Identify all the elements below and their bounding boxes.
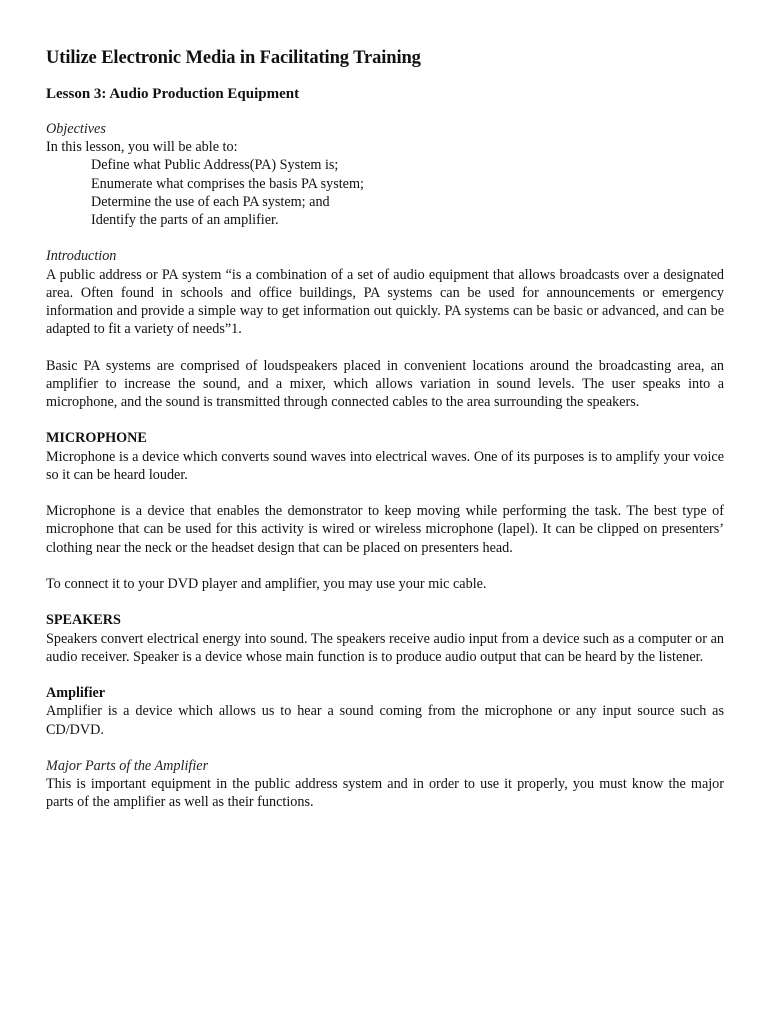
- introduction-heading: Introduction: [46, 248, 117, 265]
- objective-item: Identify the parts of an amplifier.: [91, 212, 279, 229]
- microphone-section: [46, 429, 724, 593]
- introduction-paragraph-2: Basic PA systems are comprised of loudspeakers placed in convenient locations around the broadcasting area, an amplifier to increase the sound, and a mixer, which allows variation in sound levels. The user speaks into a microphone, and the sound is transmitted through connected cables to the area surrounding the speakers.: [46, 357, 724, 411]
- document-title: Utilize Electronic Media in Facilitating Training: [46, 48, 421, 68]
- objectives-heading: Objectives: [46, 121, 106, 137]
- amplifier-heading: Amplifier: [46, 685, 106, 702]
- lesson-heading: Lesson 3: Audio Production Equipment: [46, 86, 300, 102]
- objectives-section: [46, 120, 724, 229]
- microphone-paragraph-3: To connect it to your DVD player and amplifier, you may use your mic cable.: [46, 576, 487, 592]
- amplifier-section: [46, 684, 724, 739]
- objectives-intro: In this lesson, you will be able to:: [46, 139, 238, 156]
- amplifier-paragraph: Amplifier is a device which allows us to hear a sound coming from the microphone or any input source such as CD/DVD.: [46, 703, 724, 738]
- objectives-list: [46, 156, 724, 229]
- objective-item: Determine the use of each PA system; and: [91, 193, 330, 210]
- microphone-heading: MICROPHONE: [46, 430, 147, 447]
- speakers-heading: SPEAKERS: [46, 612, 121, 629]
- introduction-section: [46, 247, 724, 411]
- major-parts-heading: Major Parts of the Amplifier: [46, 757, 209, 774]
- objective-item: Define what Public Address(PA) System is;: [91, 157, 339, 174]
- major-parts-section: [46, 757, 724, 812]
- microphone-paragraph-1: Microphone is a device which converts sound waves into electrical waves. One of its purposes is to amplify your voice so it can be heard louder.: [46, 448, 724, 483]
- introduction-paragraph-1: A public address or PA system “is a combination of a set of audio equipment that allows broadcasts over a designated area. Often found in schools and office buildings, PA systems can be used for announcements or emergency information and provide a simple way to get information out quickly. PA systems can be basic or advanced, and can be adapted to fit a variety of needs”1.: [46, 266, 724, 338]
- document-page: [46, 44, 724, 812]
- major-parts-paragraph: This is important equipment in the public address system and in order to use it properly, you must know the major parts of the amplifier as well as their functions.: [46, 776, 724, 811]
- speakers-section: [46, 611, 724, 666]
- microphone-paragraph-2: Microphone is a device that enables the demonstrator to keep moving while performing the task. The best type of microphone that can be used for this activity is wired or wireless microphone (lapel). It can be clipped on presenters’ clothing near the neck or the headset design that can be placed on presenters head.: [46, 503, 724, 556]
- speakers-paragraph: Speakers convert electrical energy into sound. The speakers receive audio input from a device such as a computer or an audio receiver. Speaker is a device whose main function is to produce audio output that can be heard by the listener.: [46, 630, 724, 665]
- objective-item: Enumerate what comprises the basis PA system;: [91, 175, 364, 192]
